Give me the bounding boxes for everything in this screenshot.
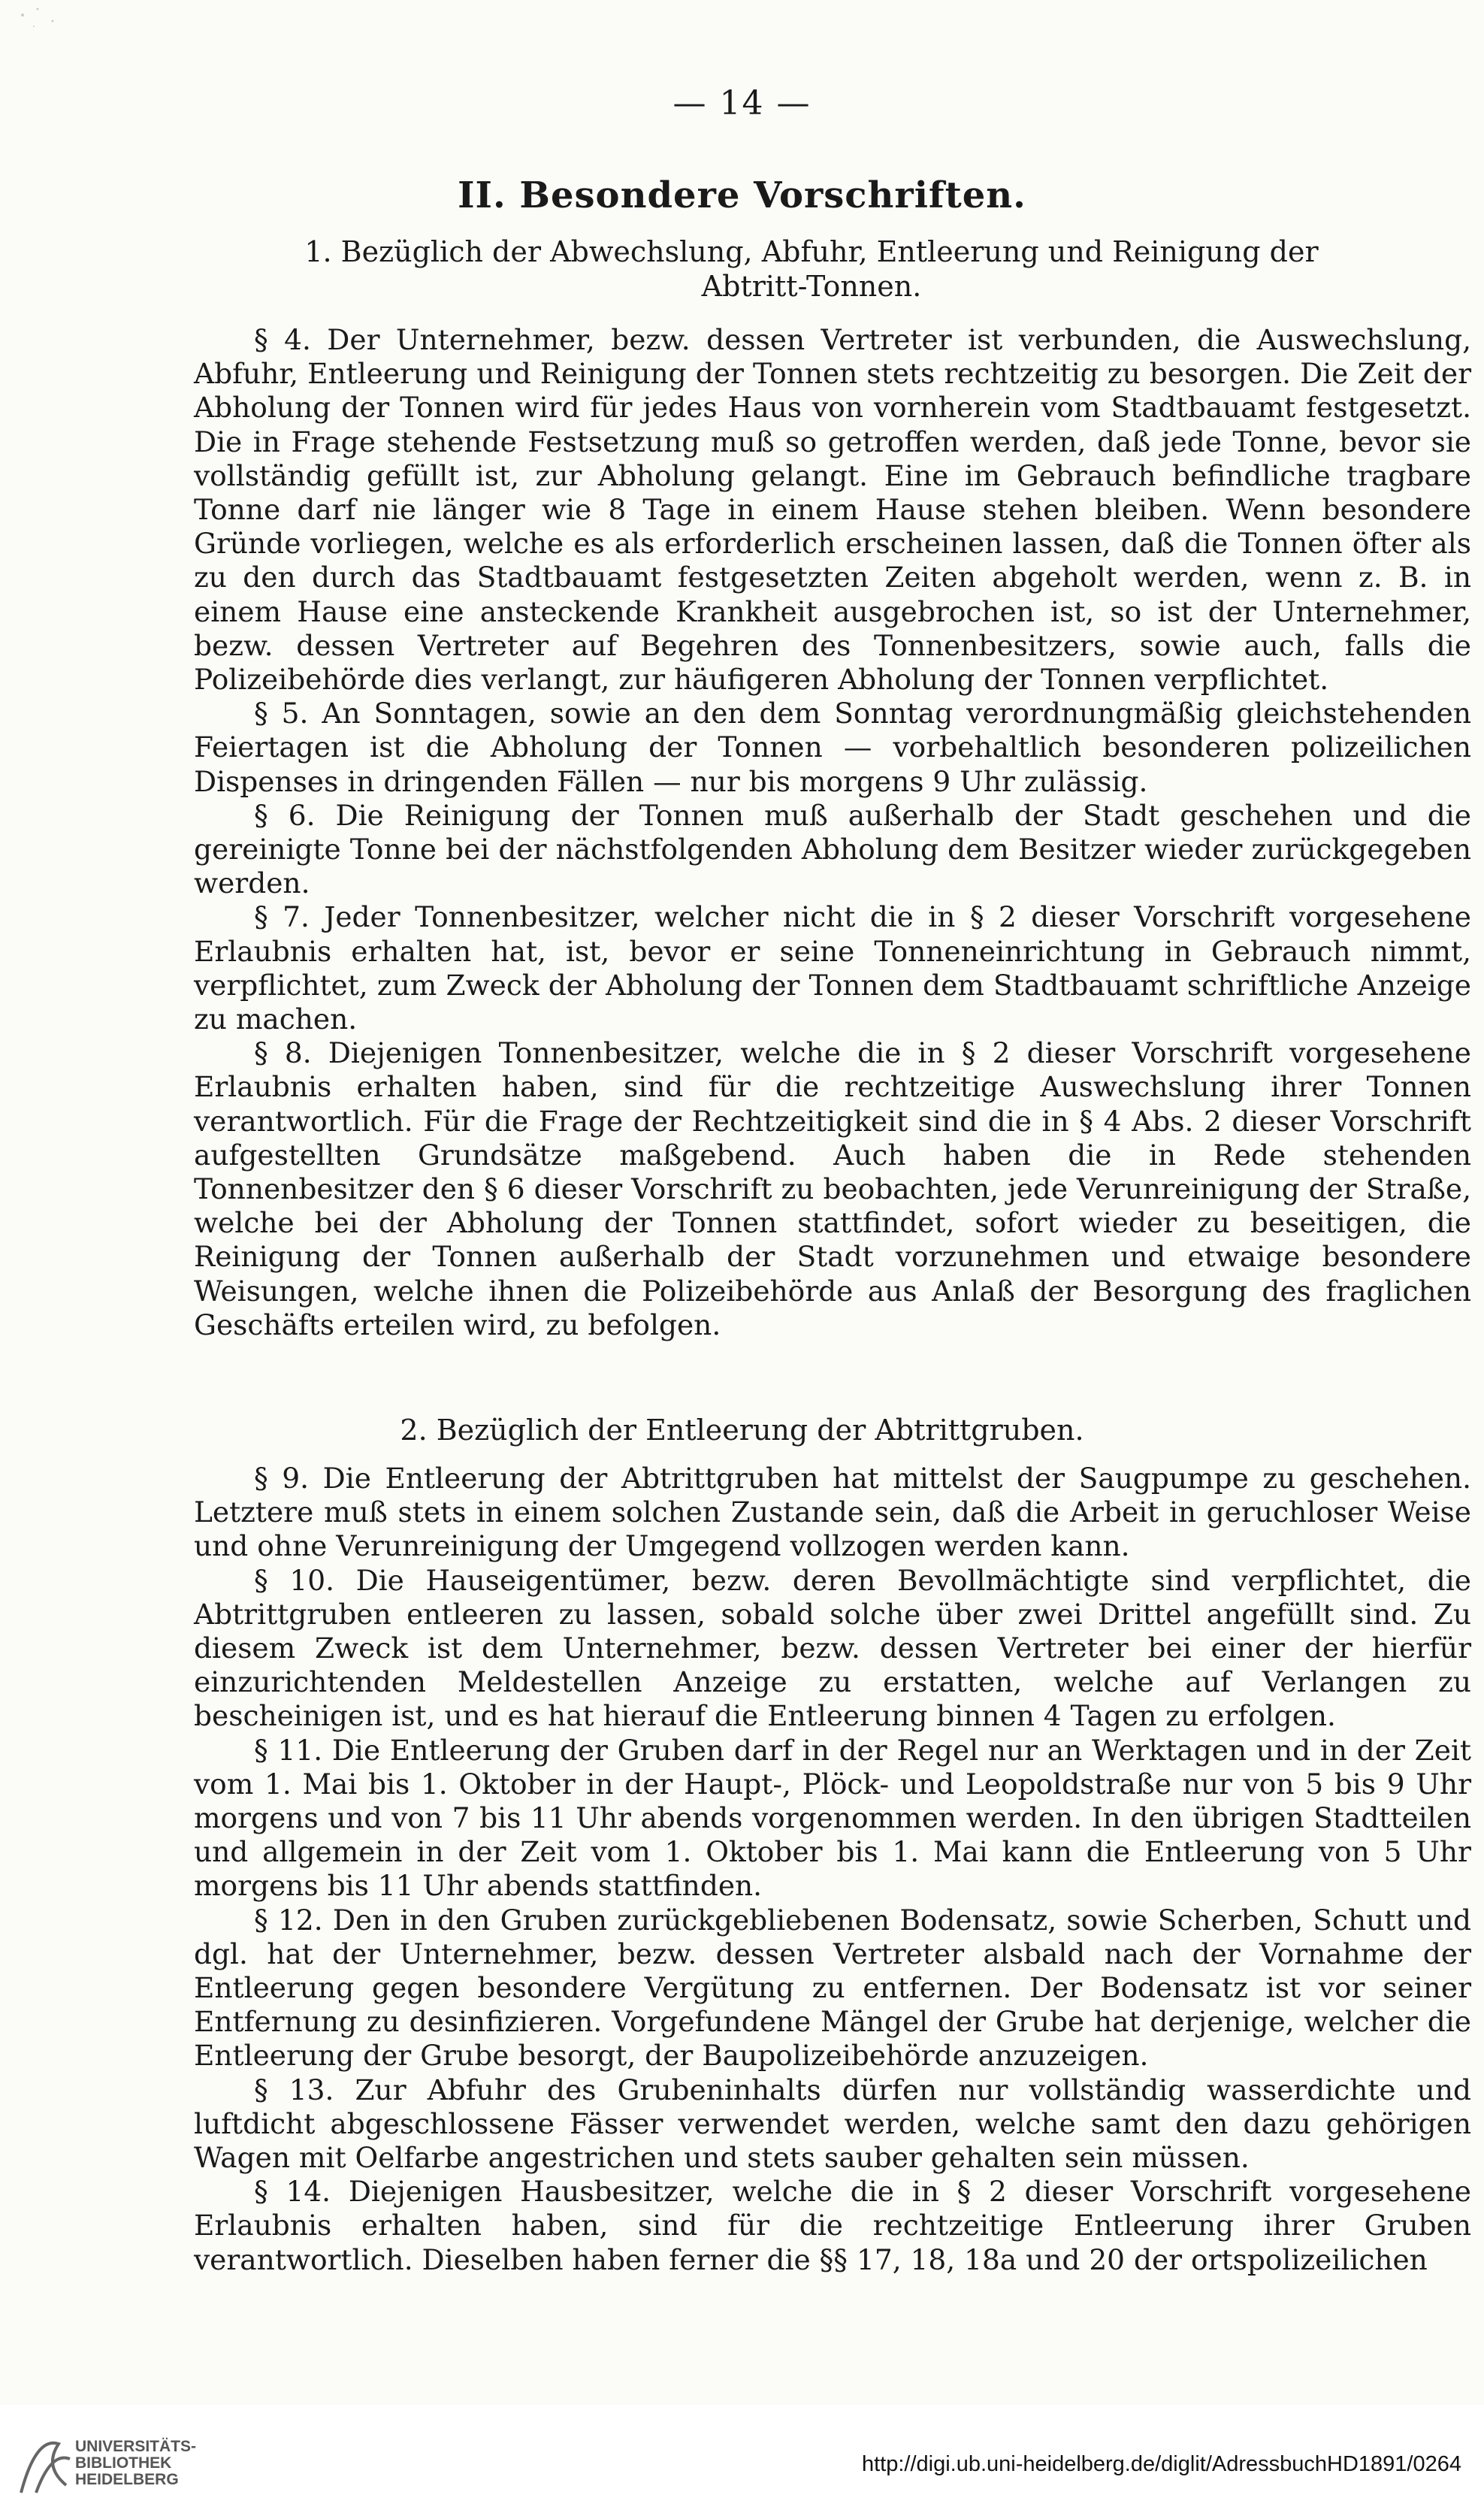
paragraph-4: § 4. Der Unternehmer, bezw. dessen Vertreter ist verbunden, die Auswechslung, Abfuhr, Entleerung und Reinigung der Tonnen stets rechtzeitig zu besorgen. Die Zeit der Abholung der Tonnen wird für jedes Haus von vornherein vom Stadtbauamt festgesetzt. Die in Frage stehende Festsetzung muß so getroffen werden, daß jede Tonne, bevor sie vollständig gefüllt ist, zur Abholung gelangt. Eine im Gebrauch befindliche tragbare Tonne darf nie länger wie 8 Tage in einem Hause stehen bleiben. Wenn besondere Gründe vorliegen, welche es als erforderlich erscheinen lassen, daß die Tonnen öfter als zu den durch das Stadtbauamt festgesetzten Zeiten abgeholt werden, wenn z. B. in einem Hause eine ansteckende Krankheit ausgebrochen ist, so ist der Unternehmer, bezw. dessen Vertreter auf Begehren des Tonnenbesitzers, sowie auch, falls die Polizeibehörde dies verlangt, zur häufigeren Abholung der Tonnen verpflichtet. <box>194 323 1471 697</box>
paragraph-8: § 8. Diejenigen Tonnenbesitzer, welche die in § 2 dieser Vorschrift vorgesehene Erlaubnis erhalten haben, sind für die rechtzeitige Auswechslung ihrer Tonnen verantwortlich. Für die Frage der Rechtzeitigkeit sind die in § 4 Abs. 2 dieser Vorschrift aufgestellten Grundsätze maßgebend. Auch haben die in Rede stehenden Tonnenbesitzer den § 6 dieser Vorschrift zu beobachten, jede Verunreinigung der Straße, welche bei der Abholung der Tonnen stattfindet, sofort wieder zu beseitigen, die Reinigung der Tonnen außerhalb der Stadt vorzunehmen und etwaige besondere Weisungen, welche ihnen die Polizeibehörde aus Anlaß der Besorgung des fraglichen Geschäfts erteilen wird, zu befolgen. <box>194 1036 1471 1341</box>
paragraph-7: § 7. Jeder Tonnenbesitzer, welcher nicht die in § 2 dieser Vorschrift vorgesehene Erlaubnis erhalten hat, ist, bevor er seine Tonneneinrichtung in Gebrauch nimmt, verpflichtet, zum Zweck der Abholung der Tonnen dem Stadtbauamt schriftliche Anzeige zu machen. <box>194 900 1471 1036</box>
section-title: II. Besondere Vorschriften. <box>458 174 1026 216</box>
paragraph-6: § 6. Die Reinigung der Tonnen muß außerhalb der Stadt geschehen und die gereinigte Tonne bei der nächstfolgenden Abholung dem Besitzer wieder zurückgegeben werden. <box>194 798 1471 900</box>
paragraph-13: § 13. Zur Abfuhr des Grubeninhalts dürfen nur vollständig wasserdichte und luftdicht abgeschlossene Fässer verwendet werden, welche samt den dazu gehörigen Wagen mit Oelfarbe angestrichen und stets sauber gehalten sein müssen. <box>194 2073 1471 2175</box>
subsection-heading-1: 1. Bezüglich der Abwechslung, Abfuhr, Entleerung und Reinigung der Abtritt-Tonnen. <box>304 235 1319 303</box>
paragraph-5: § 5. An Sonntagen, sowie an den dem Sonntag verordnungmäßig gleichstehenden Feiertagen ist die Abholung der Tonnen — vorbehaltlich besonderen polizeilichen Dispenses in dringenden Fällen — nur bis morgens 9 Uhr zulässig. <box>194 697 1471 798</box>
library-logo-text: UNIVERSITÄTS- BIBLIOTHEK HEIDELBERG <box>75 2438 197 2488</box>
source-url-link[interactable]: http://digi.ub.uni-heidelberg.de/diglit/AdressbuchHD1891/0264 <box>861 2452 1461 2476</box>
paragraph-14: § 14. Diejenigen Hausbesitzer, welche die in § 2 dieser Vorschrift vorgesehene Erlaubnis erhalten haben, sind für die rechtzeitige Entleerung ihrer Gruben verantwortlich. Dieselben haben ferner die §§ 17, 18, 18a und 20 der ortspolizeilichen <box>194 2175 1471 2276</box>
subsection-heading-2: 2. Bezüglich der Entleerung der Abtrittgruben. <box>400 1414 1084 1447</box>
paragraph-12: § 12. Den in den Gruben zurückgebliebenen Bodensatz, sowie Scherben, Schutt und dgl. hat der Unternehmer, bezw. dessen Vertreter alsbald nach der Vornahme der Entleerung gegen besondere Vergütung zu entfernen. Der Bodensatz ist vor seiner Entfernung zu desinfizieren. Vorgefundene Mängel der Grube hat derjenige, welcher die Entleerung der Grube besorgt, der Baupolizeibehörde anzuzeigen. <box>194 1903 1471 2073</box>
paragraph-10: § 10. Die Hauseigentümer, bezw. deren Bevollmächtigte sind verpflichtet, die Abtrittgruben entleeren zu lassen, sobald solche über zwei Drittel angefüllt sind. Zu diesem Zweck ist dem Unternehmer, bezw. dessen Vertreter bei einer der hierfür einzurichtenden Meldestellen Anzeige zu erstatten, welche auf Verlangen zu bescheinigen ist, und es hat hierauf die Entleerung binnen 4 Tagen zu erfolgen. <box>194 1563 1471 1733</box>
body-block-1 <box>194 323 1471 1342</box>
body-block-2 <box>194 1462 1471 2277</box>
paragraph-11: § 11. Die Entleerung der Gruben darf in der Regel nur an Werktagen und in der Zeit vom 1. Mai bis 1. Oktober in der Haupt-, Plöck- und Leopoldstraße nur von 5 bis 9 Uhr morgens und von 7 bis 11 Uhr abends vorgenommen werden. In den übrigen Stadtteilen und allgemein in der Zeit vom 1. Oktober bis 1. Mai kann die Entleerung von 5 Uhr morgens bis 11 Uhr abends stattfinden. <box>194 1733 1471 1903</box>
page-number: — 14 — <box>672 84 812 122</box>
scan-artifact <box>8 0 158 45</box>
paragraph-9: § 9. Die Entleerung der Abtrittgruben hat mittelst der Saugpumpe zu geschehen. Letztere muß stets in einem solchen Zustande sein, daß die Arbeit in geruchloser Weise und ohne Verunreinigung der Umgegend vollzogen werden kann. <box>194 1462 1471 1563</box>
